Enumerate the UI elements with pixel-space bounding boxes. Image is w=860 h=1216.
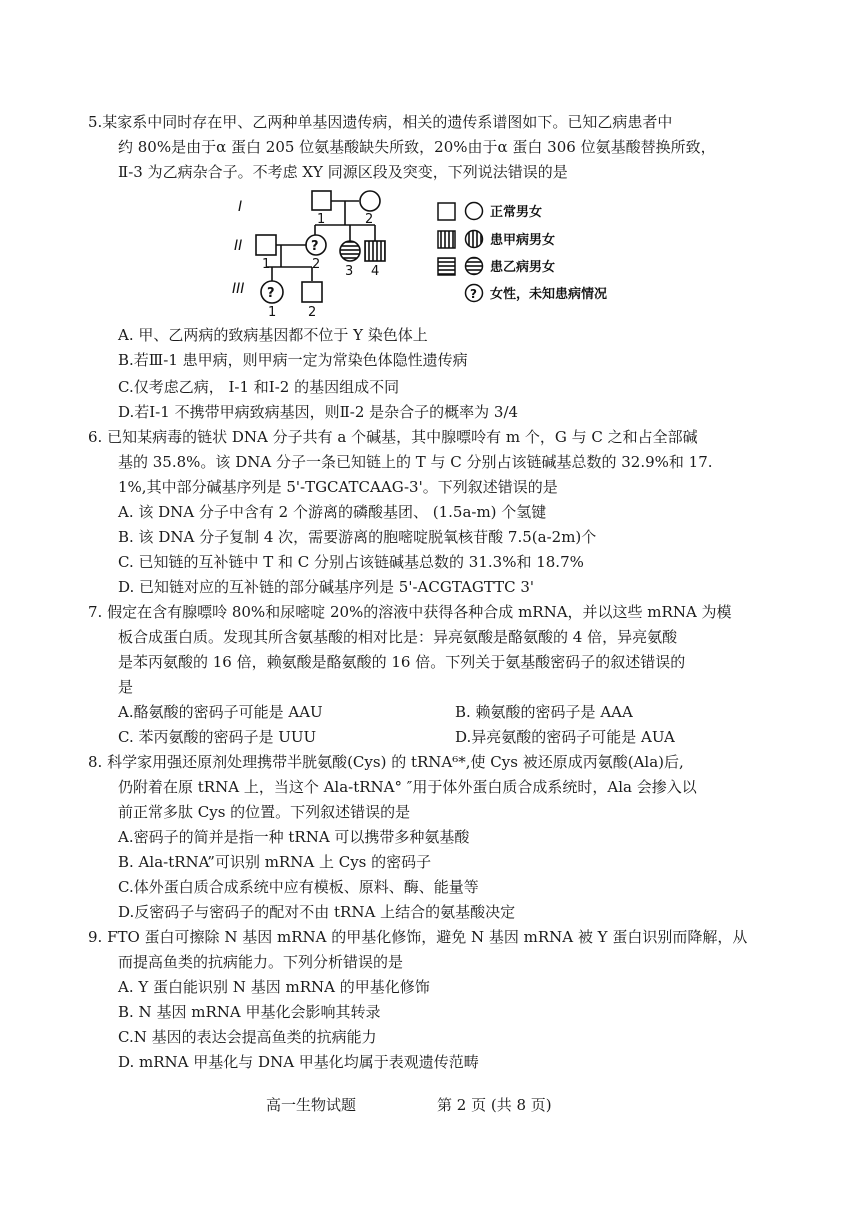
q5-option-a[interactable]: A. 甲、乙两病的致病基因都不位于 Y 染色体上 (118, 326, 428, 344)
q9-option-a[interactable]: A. Y 蛋白能识别 N 基因 mRNA 的甲基化修饰 (118, 978, 430, 996)
legend-disease-a-label: 患甲病男女 (490, 233, 556, 248)
pedigree-I-2 (360, 191, 380, 211)
pedigree-III-2 (302, 282, 322, 302)
legend-disease-b-label: 患乙病男女 (490, 260, 556, 275)
q6-option-b[interactable]: B. 该 DNA 分子复制 4 次，需要游离的胞嘧啶脱氧核苷酸 7.5(a-2m)个 (118, 528, 597, 546)
pedigree-I-1-label: 1 (317, 212, 326, 227)
q6-stem-line-3: 1%,其中部分碱基序列是 5'-TGCATCAAG-3'。下列叙述错误的是 (118, 478, 558, 496)
pedigree-I-2-label: 2 (365, 212, 374, 227)
pedigree-legend (438, 203, 607, 303)
legend-disease-b-male-icon (438, 258, 455, 275)
footer-page-number: 第 2 页 (共 8 页) (437, 1096, 552, 1114)
legend-disease-a-female-icon (466, 231, 483, 248)
q7-stem-line-1: 7. 假定在含有腺嘌呤 80%和尿嘧啶 20%的溶液中获得各种合成 mRNA，并以这些 mRNA 为模 (88, 603, 732, 621)
q9-stem-line-1: 9. FTO 蛋白可擦除 N 基因 mRNA 的甲基化修饰，避免 N 基因 mRNA 被 Y 蛋白识别而降解，从 (88, 928, 748, 946)
q9-option-d[interactable]: D. mRNA 甲基化与 DNA 甲基化均属于表观遗传范畴 (118, 1053, 479, 1071)
pedigree-II-4 (365, 241, 385, 261)
q7-stem-line-3: 是苯丙氨酸的 16 倍，赖氨酸是酪氨酸的 16 倍。下列关于氨基酸密码子的叙述错误的 (118, 653, 686, 671)
q8-stem-line-3: 前正常多肽 Cys 的位置。下列叙述错误的是 (118, 803, 411, 821)
pedigree-diagram (220, 185, 650, 320)
q5-option-d[interactable]: D.若Ⅰ-1 不携带甲病致病基因，则Ⅱ-2 是杂合子的概率为 3/4 (118, 403, 519, 421)
generation-label-3: III (232, 281, 245, 297)
q8-stem-line-2: 仍附着在原 tRNA 上，当这个 Ala-tRNA° ″用于体外蛋白质合成系统时，Ala 会掺入以 (118, 778, 697, 796)
q8-option-d[interactable]: D.反密码子与密码子的配对不由 tRNA 上结合的氨基酸决定 (118, 903, 516, 921)
q8-option-b[interactable]: B. Ala-tRNA”可识别 mRNA 上 Cys 的密码子 (118, 853, 432, 871)
q5-stem-line-1: 5.某家系中同时存在甲、乙两种单基因遗传病，相关的遗传系谱图如下。已知乙病患者中 (88, 113, 673, 131)
q7-stem-line-2: 板合成蛋白质。发现其所含氨基酸的相对比是：异亮氨酸是酪氨酸的 4 倍，异亮氨酸 (118, 628, 678, 646)
q9-stem-line-2: 而提高鱼类的抗病能力。下列分析错误的是 (118, 953, 404, 971)
pedigree-III-1-label: 1 (268, 305, 277, 320)
generation-label-1: I (238, 199, 243, 215)
q8-option-c[interactable]: C.体外蛋白质合成系统中应有模板、原料、酶、能量等 (118, 878, 479, 896)
legend-normal-female-icon (466, 203, 483, 220)
q9-option-b[interactable]: B. N 基因 mRNA 甲基化会影响其转录 (118, 1003, 381, 1021)
pedigree-I-1 (312, 191, 331, 210)
pedigree-II-4-label: 4 (371, 264, 380, 279)
q5-option-c[interactable]: C.仅考虑乙病， Ⅰ-1 和Ⅰ-2 的基因组成不同 (118, 378, 400, 396)
legend-disease-a-male-icon (438, 231, 455, 248)
pedigree-II-1 (256, 235, 276, 255)
q6-option-c[interactable]: C. 已知链的互补链中 T 和 C 分别占该链碱基总数的 31.3%和 18.7% (118, 553, 584, 571)
legend-unknown-label: 女性，未知患病情况 (490, 287, 608, 302)
footer-subject: 高一生物试题 (266, 1096, 357, 1114)
q9-option-c[interactable]: C.N 基因的表达会提高鱼类的抗病能力 (118, 1028, 377, 1046)
q7-stem-line-4: 是 (118, 678, 134, 696)
q6-option-d[interactable]: D. 已知链对应的互补链的部分碱基序列是 5'-ACGTAGTTC 3' (118, 578, 535, 596)
q7-option-c[interactable]: C. 苯丙氨酸的密码子是 UUU (118, 728, 317, 746)
pedigree-II-2-unknown: ? (311, 239, 319, 254)
q7-option-d[interactable]: D.异亮氨酸的密码子可能是 AUA (455, 728, 675, 746)
pedigree-II-3 (340, 241, 360, 261)
legend-normal-male-icon (438, 203, 455, 220)
pedigree-II-1-label: 1 (262, 257, 271, 272)
q5-stem-line-2: 约 80%是由于α 蛋白 205 位氨基酸缺失所致，20%由于α 蛋白 306 位氨基酸替换所致， (118, 138, 716, 156)
q6-option-a[interactable]: A. 该 DNA 分子中含有 2 个游离的磷酸基团、 (1.5a-m) 个氢键 (118, 503, 547, 521)
q8-stem-line-1: 8. 科学家用强还原剂处理携带半胱氨酸(Cys) 的 tRNA⁶*,使 Cys 被还原成丙氨酸(Ala)后, (88, 753, 684, 771)
pedigree-III-2-label: 2 (308, 305, 317, 320)
q7-option-a[interactable]: A.酪氨酸的密码子可能是 AAU (118, 703, 323, 721)
pedigree-II-3-label: 3 (345, 264, 354, 279)
q6-stem-line-1: 6. 已知某病毒的链状 DNA 分子共有 a 个碱基，其中腺嘌呤有 m 个，G 与 C 之和占全部碱 (88, 428, 698, 446)
legend-disease-b-female-icon (466, 258, 483, 275)
generation-label-2: II (234, 238, 243, 254)
q6-stem-line-2: 基的 35.8%。该 DNA 分子一条已知链上的 T 与 C 分别占该链碱基总数的 32.9%和 17. (118, 453, 713, 471)
pedigree-II-2-label: 2 (312, 257, 321, 272)
q5-option-b[interactable]: B.若Ⅲ-1 患甲病，则甲病一定为常染色体隐性遗传病 (118, 351, 468, 369)
legend-normal-label: 正常男女 (490, 205, 543, 220)
legend-unknown-mark: ? (470, 287, 477, 301)
q5-stem-line-3: Ⅱ-3 为乙病杂合子。不考虑 XY 同源区段及突变，下列说法错误的是 (118, 163, 568, 181)
q8-option-a[interactable]: A.密码子的简并是指一种 tRNA 可以携带多种氨基酸 (118, 828, 470, 846)
q7-option-b[interactable]: B. 赖氨酸的密码子是 AAA (455, 703, 633, 721)
pedigree-III-1-unknown: ? (267, 286, 275, 301)
